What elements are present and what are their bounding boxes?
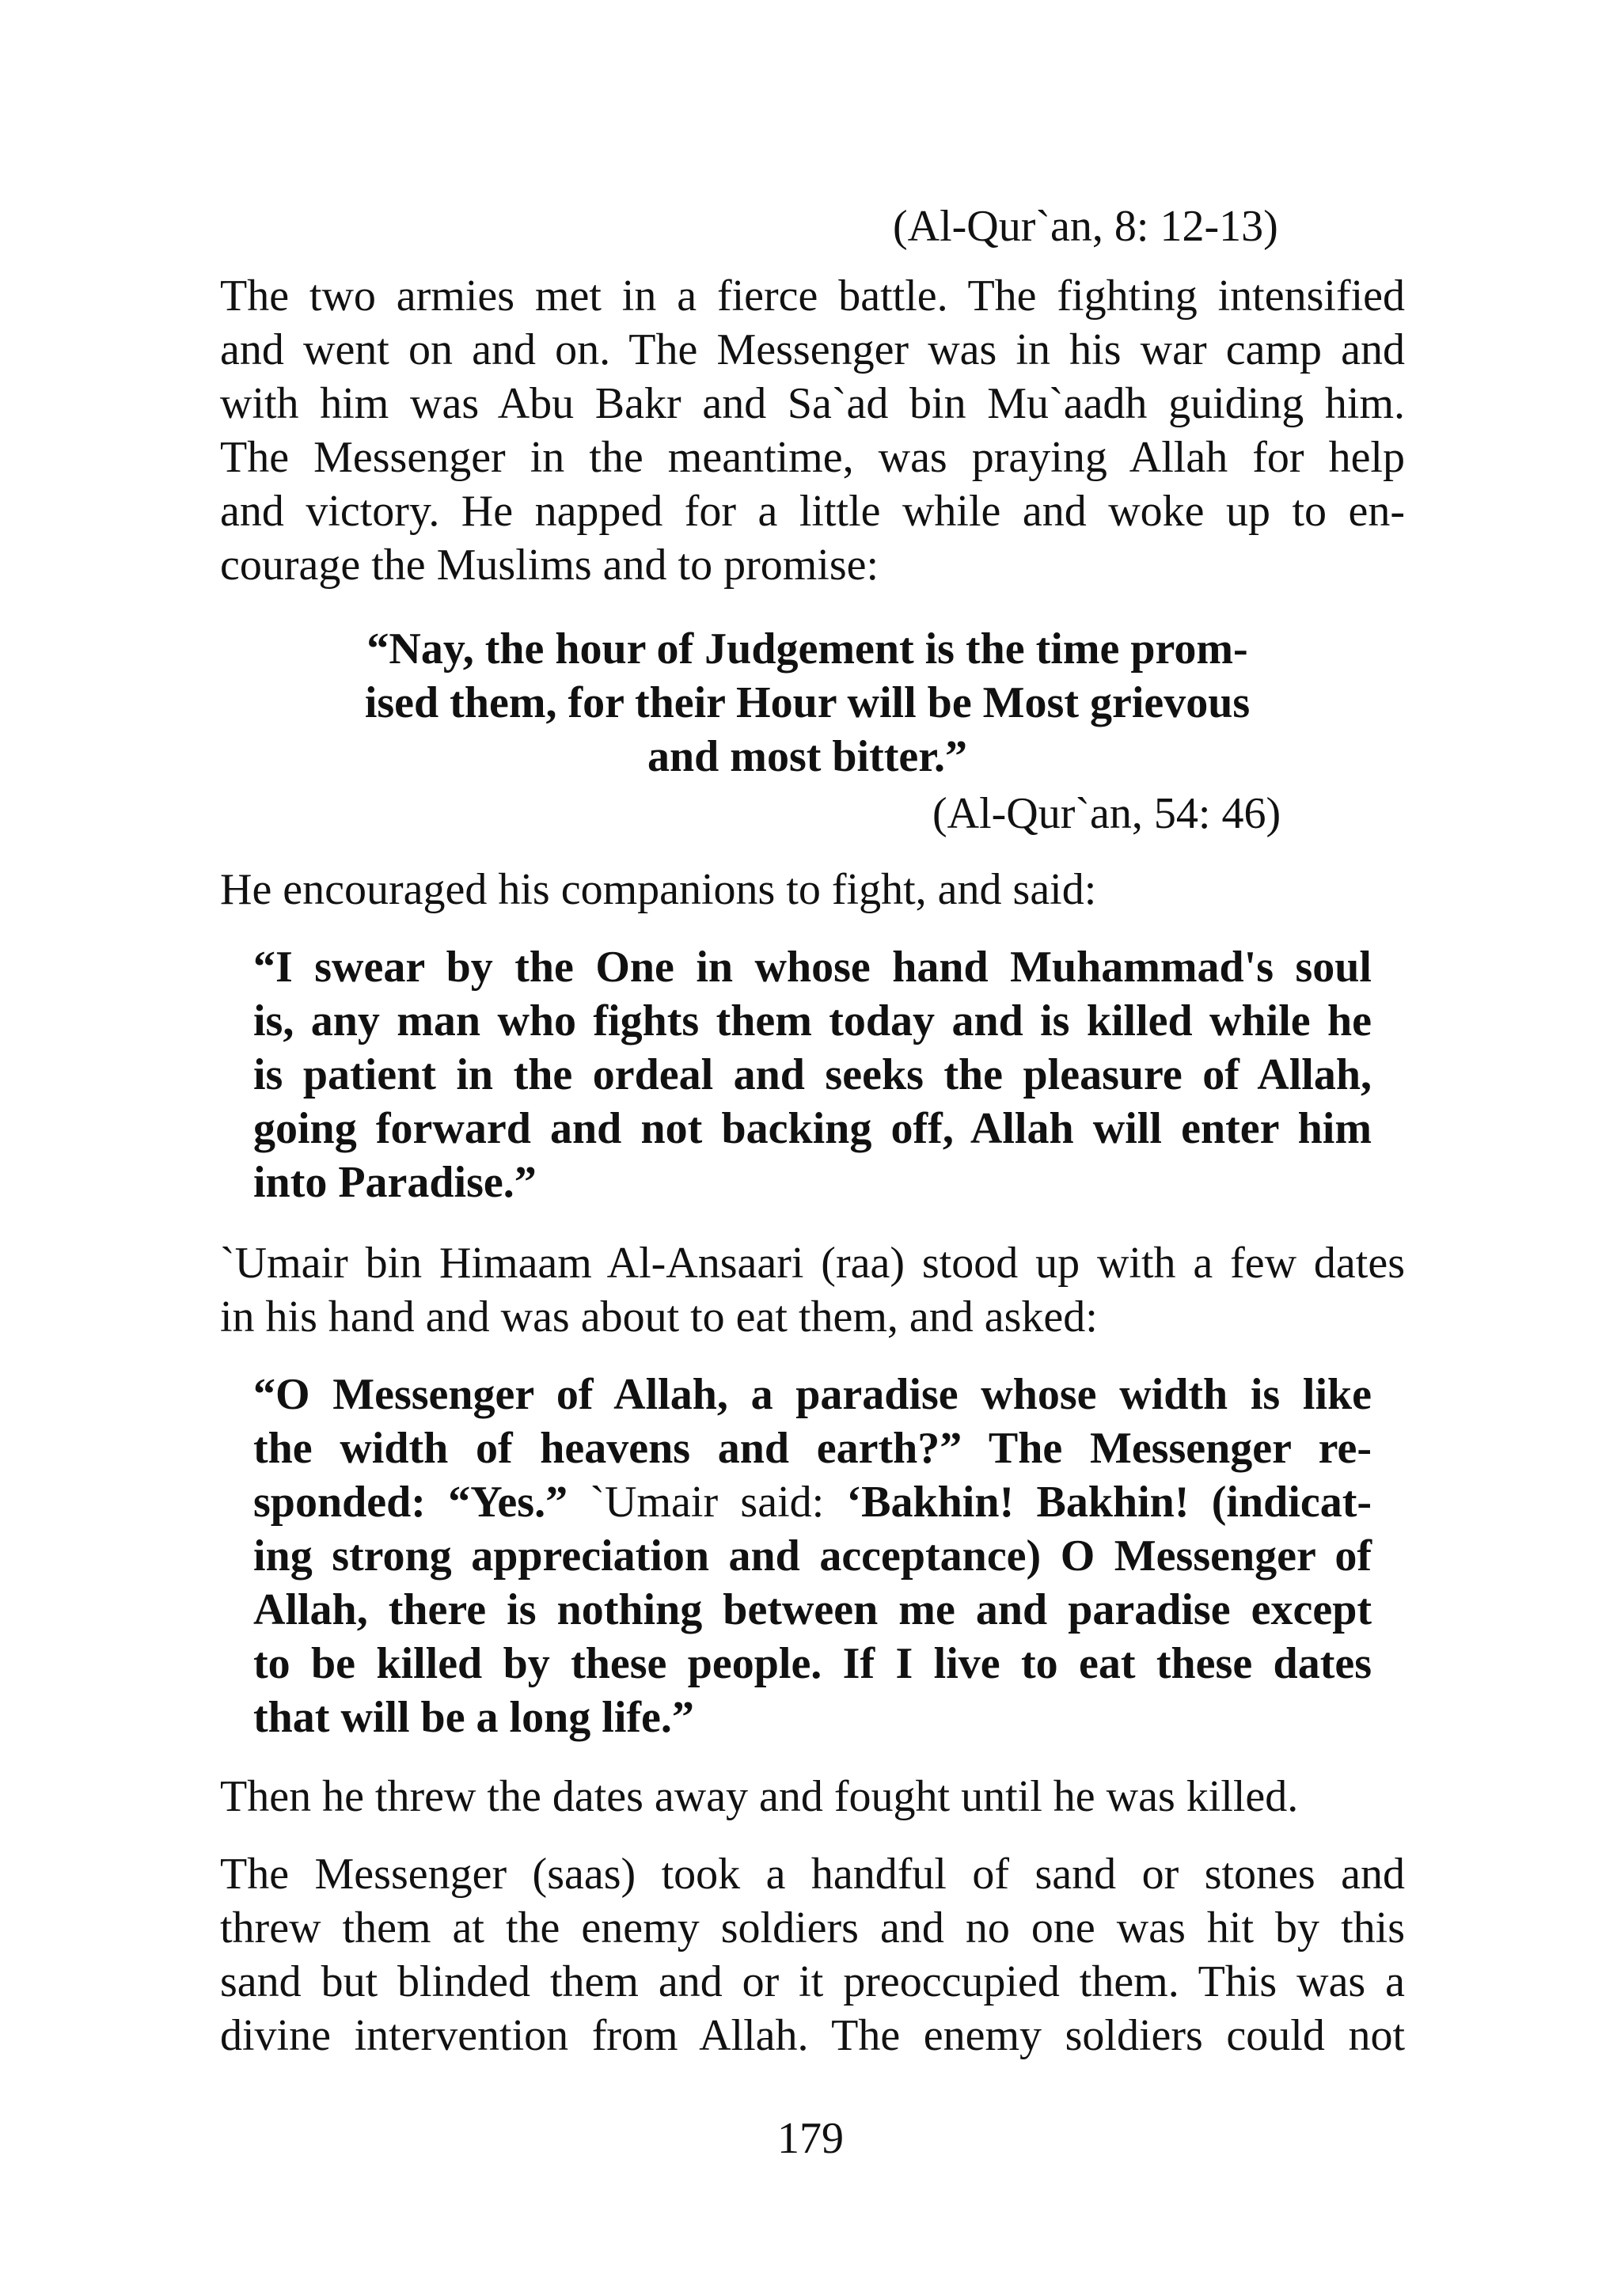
paragraph-line: divine intervention from Allah. The enemy soldiers could not [220, 2011, 1405, 2060]
quote-line: Allah, there is nothing between me and paradise except [253, 1585, 1372, 1634]
quran-quote [332, 622, 1282, 784]
paragraph-umair [220, 1236, 1405, 1344]
quote-line: the width of heavens and earth?” The Messenger re- [253, 1424, 1372, 1473]
hadith-quote-umair [253, 1368, 1372, 1744]
paragraph-line: The two armies met in a fierce battle. The fighting intensified [220, 271, 1405, 321]
quote-line: “I swear by the One in whose hand Muhammad's soul [253, 943, 1372, 992]
page-number: 179 [777, 2114, 844, 2163]
quote-line: that will be a long life.” [253, 1693, 694, 1742]
paragraph-line: The Messenger in the meantime, was praying Allah for help [220, 433, 1405, 482]
quote-line: “O Messenger of Allah, a paradise whose width is like [253, 1370, 1372, 1419]
quote-fragment-normal: `Umair said: [568, 1478, 847, 1527]
paragraph-encouraged: He encouraged his companions to fight, and said: [220, 865, 1097, 914]
quote-line-mixed [253, 1475, 1372, 1529]
paragraph-line: and victory. He napped for a little while and woke up to en- [220, 487, 1405, 536]
quote-line: “Nay, the hour of Judgement is the time prom- [366, 624, 1248, 674]
paragraph-line: with him was Abu Bakr and Sa`ad bin Mu`aadh guiding him. [220, 379, 1405, 428]
paragraph-line: courage the Muslims and to promise: [220, 541, 879, 590]
paragraph-threw-dates: Then he threw the dates away and fought until he was killed. [220, 1772, 1299, 1821]
paragraph-sand [220, 1847, 1405, 2063]
quote-line: is patient in the ordeal and seeks the pleasure of Allah, [253, 1050, 1372, 1099]
quote-line: ised them, for their Hour will be Most grievous [364, 678, 1251, 727]
quote-line: ing strong appreciation and acceptance) O Messenger of [253, 1531, 1372, 1581]
paragraph-line: sand but blinded them and or it preoccupied them. This was a [220, 1957, 1405, 2006]
hadith-quote-swear [253, 940, 1372, 1209]
quote-line: into Paradise.” [253, 1158, 537, 1207]
quote-line: and most bitter.” [647, 732, 967, 781]
citation-second: (Al-Qur`an, 54: 46) [932, 789, 1281, 838]
quote-line: is, any man who fights them today and is killed while he [253, 996, 1372, 1046]
paragraph-line: threw them at the enemy soldiers and no one was hit by this [220, 1903, 1405, 1953]
paragraph-battle [220, 269, 1405, 592]
quote-fragment: ‘Bakhin! Bakhin! (indicat- [846, 1478, 1372, 1527]
paragraph-line: `Umair bin Himaam Al-Ansaari (raa) stood up with a few dates [220, 1239, 1405, 1288]
paragraph-line: The Messenger (saas) took a handful of sand or stones and [220, 1850, 1405, 1899]
paragraph-line: and went on and on. The Messenger was in his war camp and [220, 325, 1405, 374]
quote-line: to be killed by these people. If I live to eat these dates [253, 1639, 1372, 1688]
citation-top: (Al-Qur`an, 8: 12-13) [893, 202, 1278, 251]
paragraph-line: in his hand and was about to eat them, and asked: [220, 1292, 1098, 1342]
quote-line: going forward and not backing off, Allah will enter him [253, 1104, 1372, 1153]
quote-fragment: sponded: “Yes.” [253, 1478, 568, 1527]
